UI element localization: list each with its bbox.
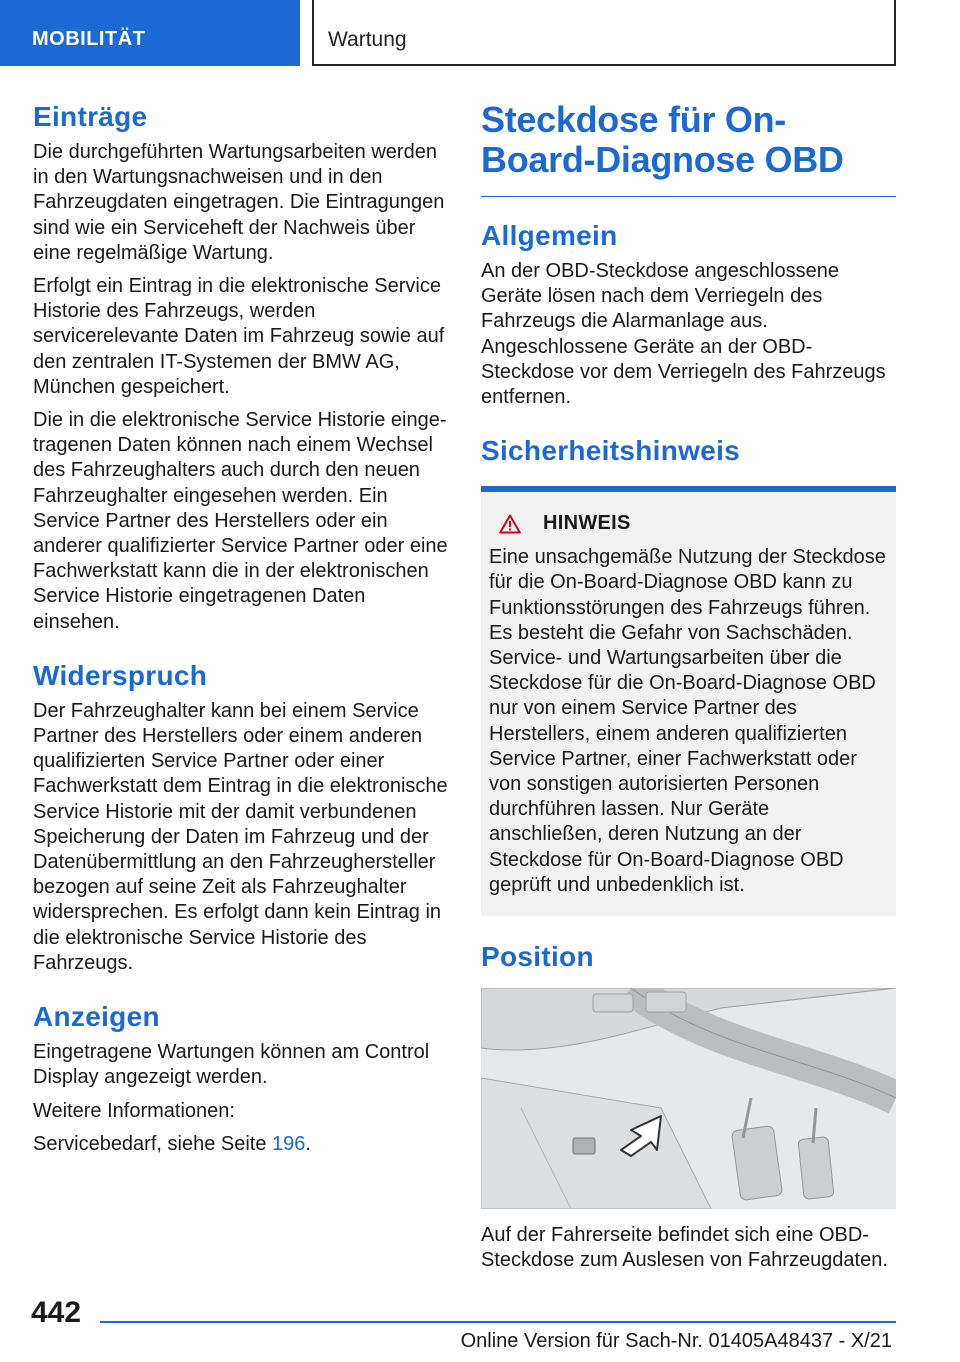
heading-anzeigen: Anzeigen	[33, 1001, 160, 1033]
widerspruch-paragraph: Der Fahrzeughalter kann bei einem Service Partner des Herstellers oder einem anderen qualifizierten Service Partner oder einer Fachwerkstatt dem Eintrag in die elektronische Service Historie mit der damit verbundenen Speicherung der Daten im Fahrzeug und der Datenübermittlung an den Fahrzeughersteller bezogen auf seine Zeit als Fahrzeughalter widersprechen. Es erfolgt dann kein Eintrag in die elektronische Service Historie des Fahrzeugs.	[33, 699, 448, 974]
footer-divider	[100, 1321, 896, 1323]
heading-eintraege: Einträge	[33, 101, 148, 132]
warning-triangle-icon	[499, 514, 521, 534]
cross-reference-text: Servicebedarf, siehe Seite	[33, 1132, 273, 1155]
right-column	[481, 100, 896, 1281]
notice-box	[481, 492, 896, 916]
figure-caption: Auf der Fahrerseite befindet sich eine OBD-Steckdose zum Auslesen von Fahrzeugdaten.	[481, 1224, 888, 1272]
heading-position: Position	[481, 941, 594, 973]
chapter-header	[312, 0, 896, 66]
chapter-label: Wartung	[328, 28, 407, 51]
obd-position-illustration	[481, 988, 896, 1209]
left-column	[33, 100, 451, 1165]
heading-allgemein: Allgemein	[481, 220, 618, 251]
heading-widerspruch: Widerspruch	[33, 659, 208, 691]
anzeigen-paragraph-2: Weitere Informationen:	[33, 1099, 235, 1122]
cross-reference-end: .	[305, 1132, 311, 1155]
page-title: Steckdose für On-Board-Diagnose OBD	[481, 99, 844, 180]
allgemein-paragraph: An der OBD-Steckdose angeschlossene Geräte lösen nach dem Verriegeln des Fahrzeugs die Alarmanlage aus. Angeschlossene Geräte an der OBD-Steckdose vor dem Verriegeln des Fahrzeugs entfernen.	[481, 260, 886, 409]
page-number: 442	[31, 1296, 82, 1329]
notice-text: Eine unsachgemäße Nutzung der Steckdose für die On-Board-Diagnose OBD kann zu Funktionsstörungen des Fahrzeugs führen. Es besteht die Gefahr von Sachschäden. Service- und Wartungsarbeiten über die Steckdose für die On-Board-Diagnose OBD nur von einem Service Partner des Herstellers, einem anderen qualifizierten Service Partner, einer Fachwerkstatt oder von sonstigen autorisierten Personen durchführen lassen. Nur Geräte anschließen, deren Nutzung an der Steckdose für On-Board-Diagnose OBD geprüft und unbedenklich ist.	[489, 546, 886, 896]
notice-header	[489, 512, 888, 535]
online-version-note: Online Version für Sach-Nr. 01405A48437 - X/21	[460, 1330, 892, 1352]
cross-reference	[33, 1132, 451, 1157]
footwell-drawing	[481, 988, 896, 1209]
eintraege-paragraph-3: Die in die elektronische Service Historie eingetragenen Daten können nach einem Wechsel des Fahrzeughalters auch durch den neuen Fahrzeughalter eingesehen werden. Ein Service Partner des Herstellers oder ein anderer qualifizierter Service Partner oder eine Fachwerkstatt kann die in der elektronischen Service Historie eingetragenen Daten einsehen.	[33, 409, 448, 633]
title-divider	[481, 196, 896, 197]
notice-label: HINWEIS	[543, 512, 631, 535]
heading-sicherheitshinweis: Sicherheitshinweis	[481, 435, 741, 467]
section-tab	[0, 0, 300, 66]
eintraege-paragraph-1: Die durchgeführten Wartungsarbeiten werden in den Wartungsnachweisen und in den Fahrzeugdaten eingetragen. Die Eintragungen sind wie ein Serviceheft der Nachweis über eine regelmäßige Wartung.	[33, 141, 445, 264]
eintraege-paragraph-2: Erfolgt ein Eintrag in die elektronische Service Historie des Fahrzeugs, werden servicerelevante Daten im Fahrzeug sowie auf den zentralen IT-Systemen der BMW AG, München gespeichert.	[33, 275, 445, 398]
anzeigen-paragraph-1: Eingetragene Wartungen können am Control Display angezeigt werden.	[33, 1041, 430, 1089]
page-link-196[interactable]: 196	[272, 1132, 306, 1155]
section-label: MOBILITÄT	[32, 28, 146, 50]
